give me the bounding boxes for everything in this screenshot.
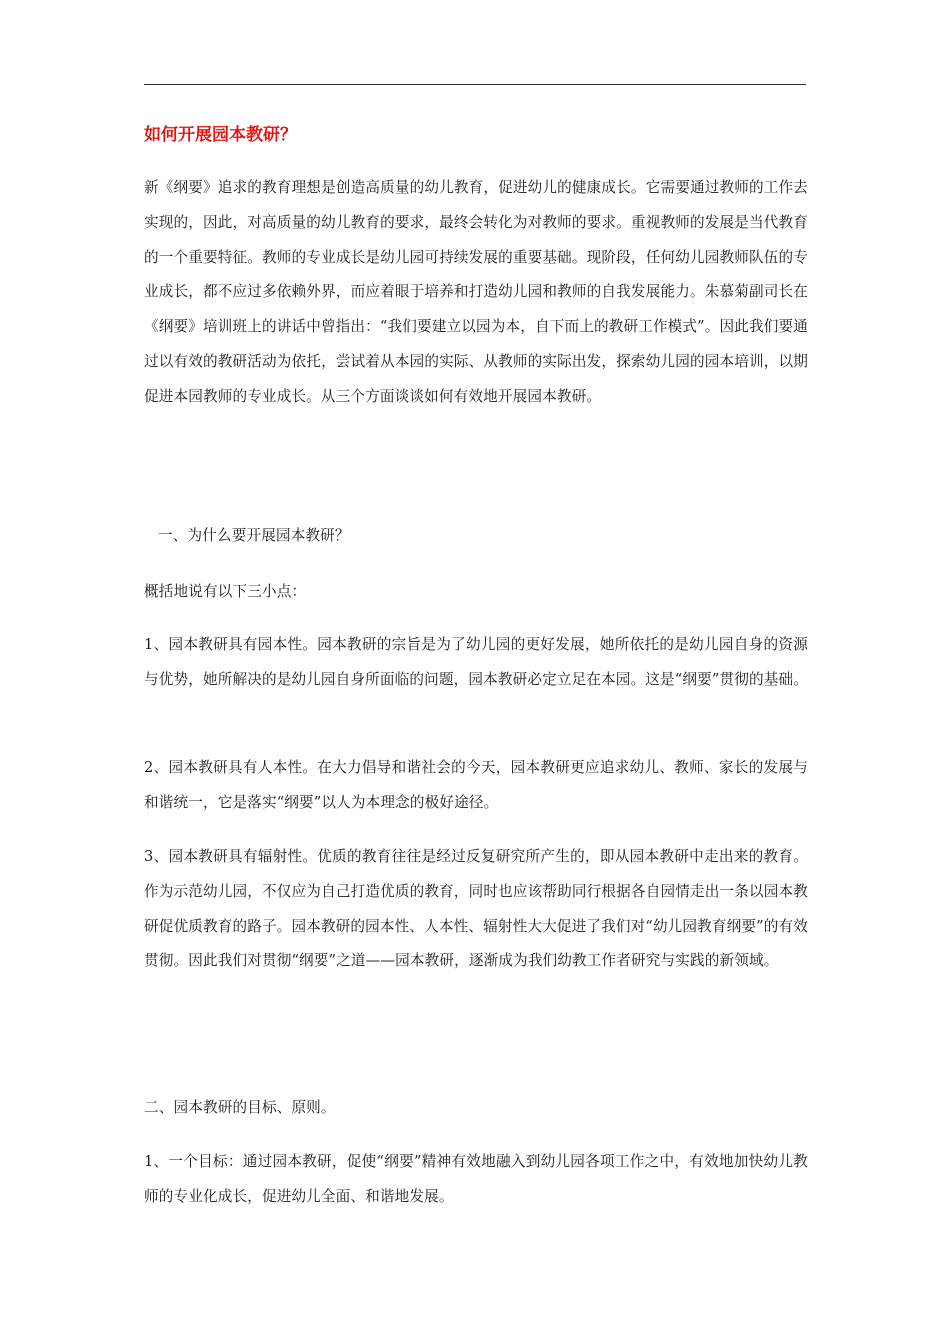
header-rule [144,84,806,85]
section-1-point-2: 2、园本教研具有人本性。在大力倡导和谐社会的今天，园本教研更应追求幼儿、教师、家长的发展与和谐统一，它是落实“纲要”以人为本理念的极好途径。 [144,759,808,811]
section-1-summary: 概括地说有以下三小点： [144,583,307,600]
document-title: 如何开展园本教研？ [144,125,297,145]
section-1-heading: 一、为什么要开展园本教研？ [158,527,350,544]
section-1-point-1: 1、园本教研具有园本性。园本教研的宗旨是为了幼儿园的更好发展，她所依托的是幼儿园自身的资源与优势，她所解决的是幼儿园自身所面临的问题，园本教研必定立足在本园。这是“纲要”贯彻的基础。 [144,636,808,688]
section-2-point-1: 1、一个目标：通过园本教研，促使“纲要”精神有效地融入到幼儿园各项工作之中，有效地加快幼儿教师的专业化成长，促进幼儿全面、和谐地发展。 [144,1153,808,1205]
intro-paragraph: 新《纲要》追求的教育理想是创造高质量的幼儿教育，促进幼儿的健康成长。它需要通过教师的工作去实现的，因此，对高质量的幼儿教育的要求，最终会转化为对教师的要求。重视教师的发展是当代教育的一个重要特征。教师的专业成长是幼儿园可持续发展的重要基础。现阶段，任何幼儿园教师队伍的专业成长，都不应过多依赖外界，而应着眼于培养和打造幼儿园和教师的自我发展能力。朱慕菊副司长在《纲要》培训班上的讲话中曾指出：“我们要建立以园为本，自下而上的教研工作模式”。因此我们要通过以有效的教研活动为依托，尝试着从本园的实际、从教师的实际出发，探索幼儿园的园本培训，以期促进本园教师的专业成长。从三个方面谈谈如何有效地开展园本教研。 [144,179,808,405]
section-2-heading: 二、园本教研的目标、原则。 [144,1099,336,1116]
section-1-point-3: 3、园本教研具有辐射性。优质的教育往往是经过反复研究所产生的，即从园本教研中走出来的教育。作为示范幼儿园，不仅应为自己打造优质的教育，同时也应该帮助同行根据各自园情走出一条以园本教研促优质教育的路子。园本教研的园本性、人本性、辐射性大大促进了我们对“幼儿园教育纲要”的有效贯彻。因此我们对贯彻“纲要”之道——园本教研，逐渐成为我们幼教工作者研究与实践的新领域。 [144,848,808,970]
